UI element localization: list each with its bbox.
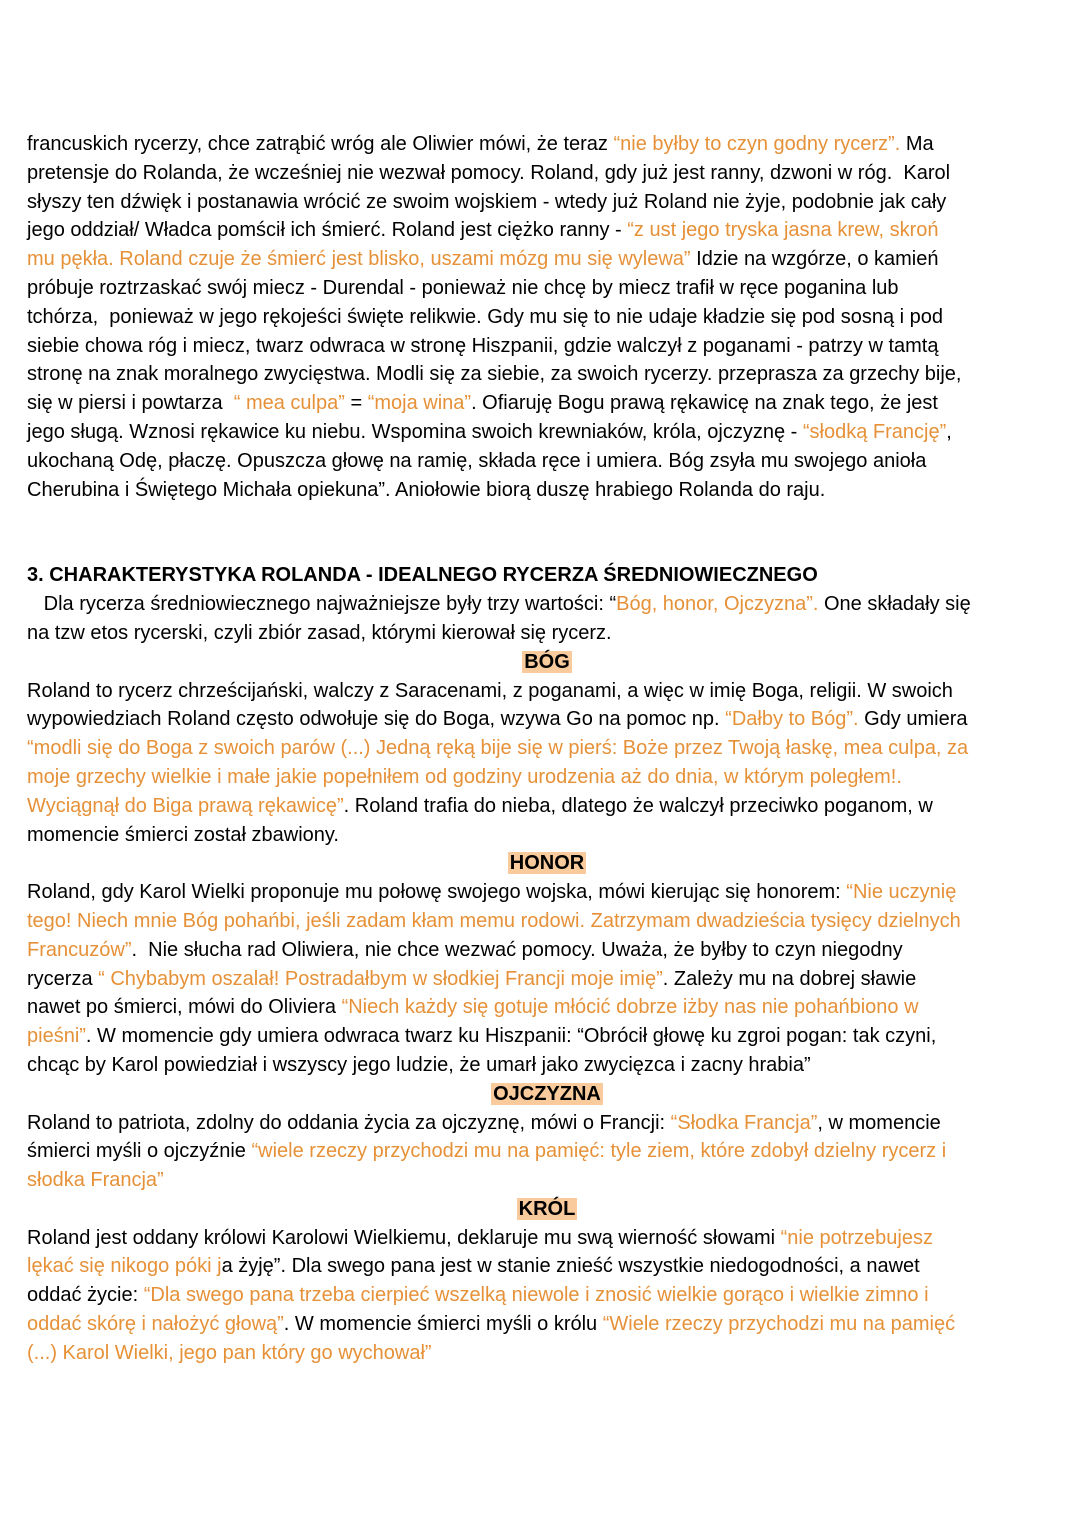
body-text: Roland jest oddany królowi Karolowi Wielkiemu, deklaruje mu swą wierność słowami [27,1226,781,1249]
continuation-paragraph [27,130,1067,504]
text-line [27,1051,1067,1080]
text-line [27,130,1067,159]
text-line [27,734,1067,763]
text-line [27,936,1067,965]
quote-text: “nie byłby to czyn godny rycerz”. [613,133,901,155]
quote-text: “słodką Francję” [802,420,947,443]
text-line [27,619,1067,648]
text-line [27,1281,1067,1310]
body-text: momencie śmierci został zbawiony. [27,823,339,846]
subsection-heading [27,1195,1067,1224]
quote-text: “Niech każdy się gotuje młócić dobrze iżby nas nie pohańbiono w [341,996,919,1019]
text-line [27,303,1067,332]
body-text: na tzw etos rycerski, czyli zbiór zasad, którymi kierował się rycerz. [27,621,612,644]
text-line [27,1109,1067,1138]
text-line [27,677,1067,706]
body-text: . Zależy mu na dobrej sławie [662,967,917,990]
body-text: Dla rycerza średniowiecznego najważniejsze były trzy wartości: “ [27,593,617,616]
subsection-heading-label: KRÓL [518,1197,576,1220]
quote-text: mu pękła. Roland czuje że śmierć jest blisko, uszami mózg mu się wylewa” [27,248,691,271]
body-text: . W momencie śmierci myśli o królu [283,1313,603,1336]
text-line [27,821,1067,850]
body-text: śmierci myśli o ojczyźnie [27,1140,252,1163]
body-text: rycerza [27,967,99,990]
body-text: ukochaną Odę, płaczę. Opuszcza głowę na ramię, składa ręce i umiera. Bóg zsyła mu swojego anioła [27,449,927,472]
quote-text: “Wiele rzeczy przychodzi mu na pamięć [602,1313,956,1336]
subsection-heading [27,648,1067,677]
body-text: One składały się [818,593,971,616]
subsections [27,648,1067,1368]
body-text: Roland to rycerz chrześcijański, walczy z Saracenami, z poganami, a więc w imię Boga, religii. W swoich [27,679,953,702]
body-text: oddać życie: [27,1284,144,1307]
subsection-heading-label: HONOR [509,852,585,875]
text-line [27,590,1067,619]
quote-text: słodka Francja” [27,1169,164,1192]
body-text: Idzie na wzgórze, o kamień [690,248,939,271]
body-text: jego sługą. Wznosi rękawice ku niebu. Wspomina swoich krewniaków, króla, ojczyznę - [27,420,803,443]
text-line [27,993,1067,1022]
quote-text: Francuzów” [27,938,132,961]
text-line [27,907,1067,936]
subsection-heading-label: OJCZYZNA [493,1082,601,1105]
text-line [27,159,1067,188]
body-text: stronę na znak moralnego zwycięstwa. Modli się za siebie, za swoich rycerzy. przeprasza za grzechy bije, [27,363,962,386]
body-text: jego oddział/ Władca pomścił ich śmierć. Roland jest ciężko ranny - [27,219,628,242]
spacer [27,504,1067,561]
quote-text: “Nie uczynię [846,881,957,904]
quote-text: “Słodka Francja” [670,1111,818,1134]
body-text: pretensje do Rolanda, że wcześniej nie wezwał pomocy. Roland, gdy już jest ranny, dzwoni w róg. Karol [27,161,951,184]
text-line [27,705,1067,734]
quote-text: “Dałby to Bóg”. [725,708,859,731]
body-text: nawet po śmierci, mówi do Oliviera [27,996,342,1019]
quote-text: oddać skórę i nałożyć głową” [27,1313,284,1336]
body-text: Roland to patriota, zdolny do oddania życia za ojczyznę, mówi o Francji: [27,1111,671,1134]
quote-text: Wyciągnął do Biga prawą rękawicę” [27,794,344,817]
quote-text: “Dla swego pana trzeba cierpieć wszelką niewole i znosić wielkie gorąco i wielkie zimno i [143,1284,929,1307]
quote-text: “nie potrzebujesz [780,1226,933,1249]
quote-text: “modli się do Boga z swoich parów (...) Jedną ręką bije się w pierś: Boże przez Twoją łaskę, mea culpa, za [27,737,969,760]
text-line [27,1339,1067,1368]
quote-text: lękać się nikogo póki j [27,1255,222,1278]
quote-text: “ mea culpa” [233,392,345,415]
subsection-heading [27,1080,1067,1109]
text-line [27,245,1067,274]
body-text: . Ofiaruję Bogu prawą rękawicę na znak tego, że jest [471,392,938,415]
text-line [27,763,1067,792]
text-line [27,878,1067,907]
text-line [27,188,1067,217]
body-text: się w piersi i powtarza [27,392,234,415]
text-line [27,418,1067,447]
body-text: wypowiedziach Roland często odwołuje się do Boga, wzywa Go na pomoc np. [27,708,726,731]
subsection-heading [27,849,1067,878]
quote-text: “z ust jego tryska jasna krew, skroń [627,219,939,242]
text-line [27,447,1067,476]
body-text: słyszy ten dźwięk i postanawia wrócić ze swoim wojskiem - wtedy już Roland nie żyje, podobnie jak cały [27,190,947,213]
body-text: = [344,392,368,415]
quote-text: Bóg, honor, Ojczyzna”. [616,593,819,616]
intro-paragraph [27,590,1067,648]
text-line [27,1224,1067,1253]
body-text: Cherubina i Świętego Michała opiekuna”. Aniołowie biorą duszę hrabiego Rolanda do raju. [27,478,826,501]
text-line [27,476,1067,505]
text-line [27,216,1067,245]
subsection-paragraph [27,677,1067,850]
text-line [27,1252,1067,1281]
text-line [27,1310,1067,1339]
text-line [27,792,1067,821]
subsection-heading-label: BÓG [524,650,570,673]
text-line [27,1166,1067,1195]
quote-text: “wiele rzeczy przychodzi mu na pamięć: tyle ziem, które zdobył dzielny rycerz i [251,1140,947,1163]
body-text: Gdy umiera [858,708,968,731]
body-text: chcąc by Karol powiedział i wszyscy jego ludzie, że umarł jako zwycięzca i zacny hrabia” [27,1053,811,1076]
quote-text: “ Chybabym oszalał! Postradałbym w słodkiej Francji moje imię” [98,967,663,990]
text-line [27,965,1067,994]
body-text: Roland, gdy Karol Wielki proponuje mu połowę swojego wojska, mówi kierując się honorem: [27,881,847,904]
body-text: siebie chowa róg i miecz, twarz odwraca w stronę Hiszpanii, gdzie walczył z poganami - patrzy w tamtą [27,334,939,357]
body-text: próbuje roztrzaskać swój miecz - Durendal - ponieważ nie chcę by miecz trafił w ręce poganina lub [27,276,899,299]
body-text: . Roland trafia do nieba, dlatego że walczył przeciwko poganom, w [343,794,933,817]
subsection-paragraph [27,1109,1067,1195]
text-line [27,274,1067,303]
text-line [27,332,1067,361]
quote-text: (...) Karol Wielki, jego pan który go wychował” [27,1341,432,1364]
body-text: , w momencie [817,1111,941,1134]
subsection-paragraph [27,878,1067,1080]
quote-text: “moja wina” [367,392,472,415]
quote-text: moje grzechy wielkie i małe jakie popełniłem od godziny urodzenia aż do dnia, w którym poległem!. [27,765,902,788]
subsection-paragraph [27,1224,1067,1368]
body-text: francuskich rycerzy, chce zatrąbić wróg ale Oliwier mówi, że teraz [27,133,614,155]
quote-text: pieśni” [27,1025,86,1048]
body-text: . Nie słucha rad Oliwiera, nie chce wezwać pomocy. Uważa, że byłby to czyn niegodny [131,938,903,961]
text-line [27,360,1067,389]
body-text: Ma [900,133,934,155]
section-heading: 3. CHARAKTERYSTYKA ROLANDA - IDEALNEGO RYCERZA ŚREDNIOWIECZNEGO [27,564,818,587]
document-page [27,130,1067,1368]
body-text: , [946,420,952,443]
body-text: a żyję”. Dla swego pana jest w stanie znieść wszystkie niedogodności, a nawet [221,1255,920,1278]
body-text: tchórza, ponieważ w jego rękojeści święte relikwie. Gdy mu się to nie udaje kładzie się pod sosną i pod [27,305,944,328]
quote-text: tego! Niech mnie Bóg pohańbi, jeśli zadam kłam memu rodowi. Zatrzymam dwadzieścia tysięcy dzielnych [27,909,961,932]
text-line [27,1137,1067,1166]
text-line [27,389,1067,418]
body-text: . W momencie gdy umiera odwraca twarz ku Hiszpanii: “Obrócił głowę ku zgroi pogan: tak czyni, [85,1025,937,1048]
text-line [27,1022,1067,1051]
